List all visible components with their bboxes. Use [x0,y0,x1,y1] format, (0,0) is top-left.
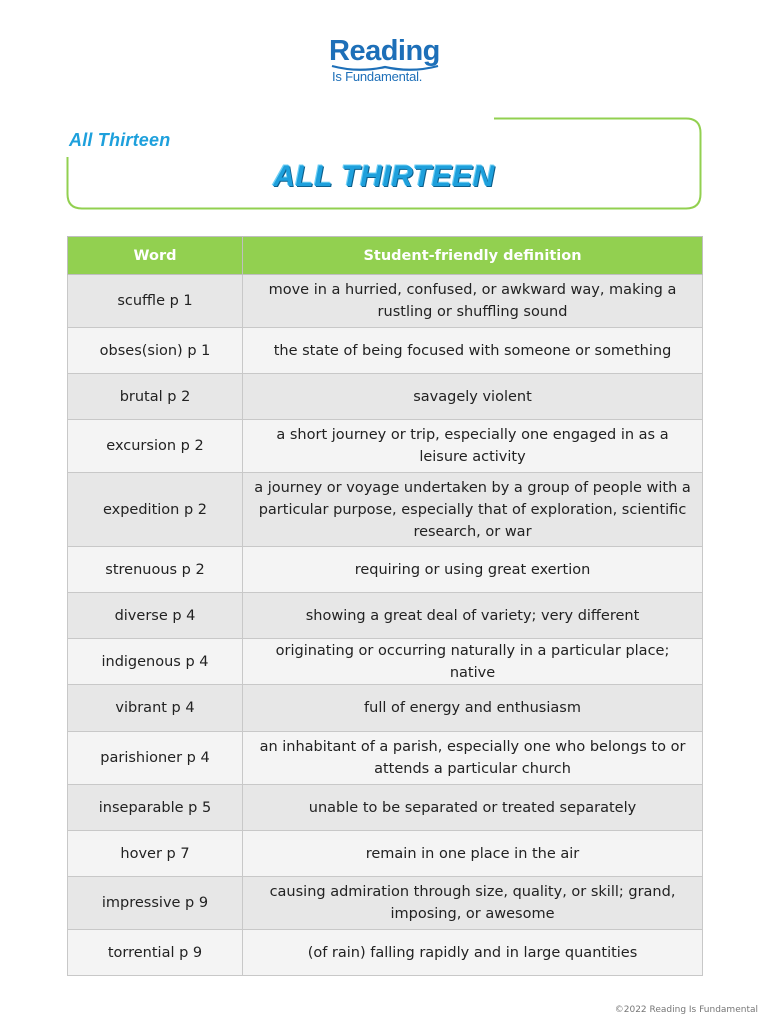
table-row [68,374,703,420]
reading-is-fundamental-logo [326,36,446,88]
word-cell: indigenous p 4 [68,639,243,685]
table-row [68,831,703,877]
word-cell: brutal p 2 [68,374,243,420]
definition-column-header: Student-friendly definition [243,237,703,275]
word-cell: vibrant p 4 [68,685,243,732]
definition-cell: the state of being focused with someone or something [243,328,703,374]
table-row [68,930,703,976]
word-cell: expedition p 2 [68,473,243,547]
word-cell: parishioner p 4 [68,732,243,785]
definition-cell: originating or occurring naturally in a particular place; native [243,639,703,685]
definition-cell: a short journey or trip, especially one engaged in as a leisure activity [243,420,703,473]
table-row [68,877,703,930]
definition-cell: (of rain) falling rapidly and in large quantities [243,930,703,976]
table-row [68,547,703,593]
copyright-footer: ©2022 Reading Is Fundamental [614,1005,758,1015]
word-cell: impressive p 9 [68,877,243,930]
definition-cell: requiring or using great exertion [243,547,703,593]
logo-wordmark: Reading [329,35,440,67]
definition-cell: showing a great deal of variety; very different [243,593,703,639]
definition-cell: full of energy and enthusiasm [243,685,703,732]
vocabulary-table [67,236,703,976]
definition-cell: unable to be separated or treated separately [243,785,703,831]
table-row [68,639,703,685]
word-cell: strenuous p 2 [68,547,243,593]
table-row [68,420,703,473]
word-cell: inseparable p 5 [68,785,243,831]
logo-tagline: Is Fundamental. [332,69,423,84]
definition-cell: a journey or voyage undertaken by a group of people with a particular purpose, especially that of exploration, scientific research, or war [243,473,703,547]
table-header-row [68,237,703,275]
word-cell: scuffle p 1 [68,275,243,328]
word-cell: diverse p 4 [68,593,243,639]
word-cell: obses(sion) p 1 [68,328,243,374]
table-row [68,785,703,831]
definition-cell: move in a hurried, confused, or awkward way, making a rustling or shuffling sound [243,275,703,328]
table-row [68,685,703,732]
definition-cell: an inhabitant of a parish, especially one who belongs to or attends a particular church [243,732,703,785]
word-cell: excursion p 2 [68,420,243,473]
table-row [68,328,703,374]
table-row [68,275,703,328]
table-row [68,593,703,639]
definition-cell: causing admiration through size, quality, or skill; grand, imposing, or awesome [243,877,703,930]
table-row [68,473,703,547]
definition-cell: remain in one place in the air [243,831,703,877]
word-column-header: Word [68,237,243,275]
word-cell: torrential p 9 [68,930,243,976]
word-cell: hover p 7 [68,831,243,877]
definition-cell: savagely violent [243,374,703,420]
table-row [68,732,703,785]
book-title-small: All Thirteen [69,130,171,150]
page-title: ALL THIRTEEN [273,160,495,193]
